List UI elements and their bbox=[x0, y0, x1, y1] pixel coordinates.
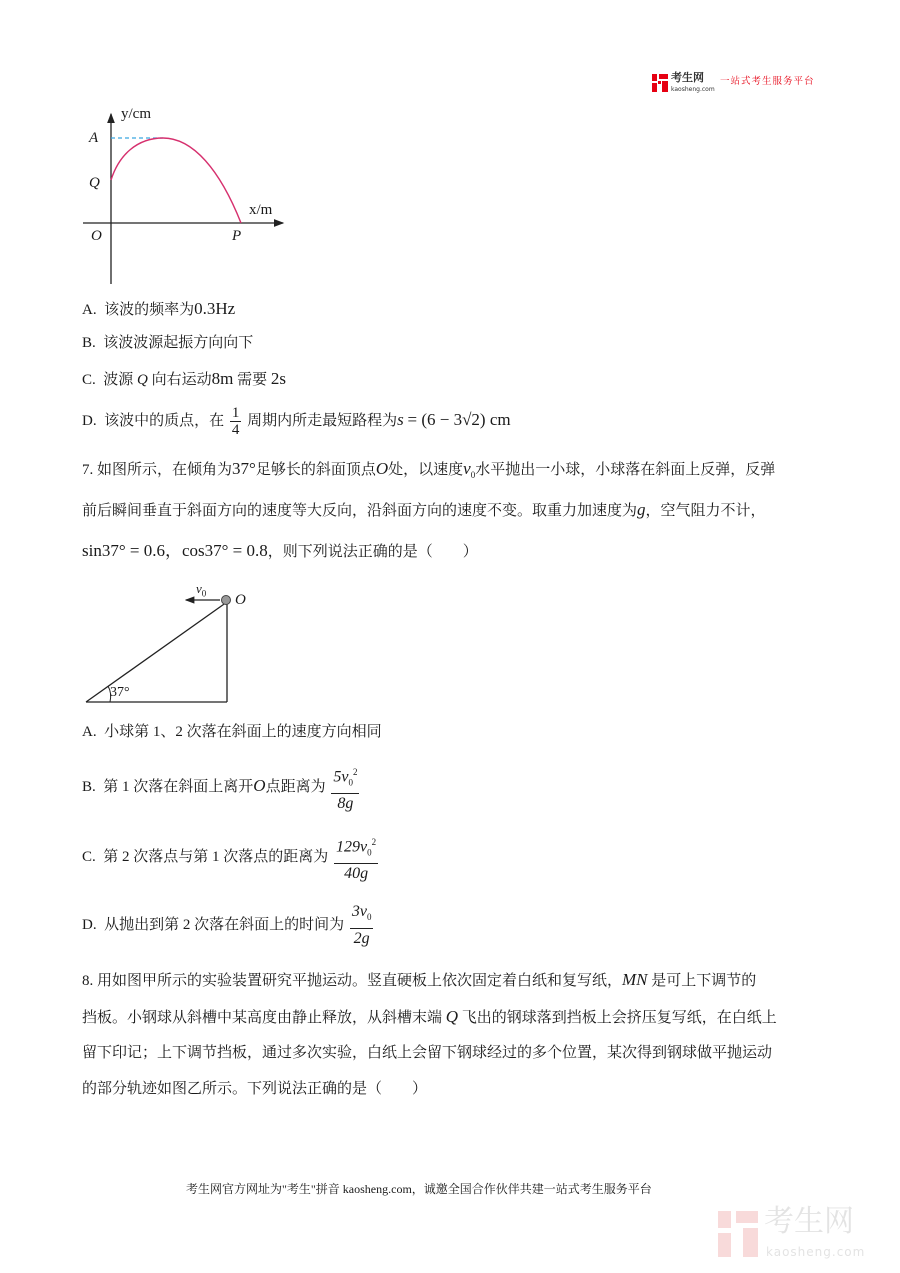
o-label: O bbox=[235, 592, 246, 608]
q7-option-a: A. 小球第 1、2 次落在斜面上的速度方向相同 bbox=[82, 724, 382, 740]
angle-label: 37° bbox=[110, 685, 130, 700]
incline-figure bbox=[80, 580, 260, 710]
q6-option-a: A. 该波的频率为0.3Hz bbox=[82, 299, 236, 318]
q8-stem-line2: 挡板。小钢球从斜槽中某高度由静止释放，从斜槽末端 Q 飞出的钢球落到挡板上会挤压复写纸，在白纸上 bbox=[82, 1007, 777, 1026]
logo-brand: 考生网 bbox=[671, 71, 704, 84]
q7-stem-line2: 前后瞬间垂直于斜面方向的速度等大反向，沿斜面方向的速度不变。取重力加速度为g，空气阻力不计， bbox=[82, 500, 766, 519]
q8-stem-line1: 8. 用如图甲所示的实验装置研究平抛运动。竖直硬板上依次固定着白纸和复写纸，MN 是可上下调节的 bbox=[82, 970, 757, 989]
x-axis-label: x/m bbox=[249, 202, 273, 218]
wave-figure bbox=[75, 100, 295, 290]
wave-graph bbox=[75, 100, 295, 290]
header-logo bbox=[652, 72, 832, 98]
q7-option-b: B. 第 1 次落在斜面上离开O点距离为 $\frac{5v_0^2}{8g}$ bbox=[82, 762, 361, 814]
fraction-c: $\frac{129v_0^2}{40g}$ bbox=[334, 832, 378, 884]
ball-icon bbox=[222, 596, 231, 605]
q7-stem-line3: sin37° = 0.6，cos37° = 0.8，则下列说法正确的是（ ） bbox=[82, 541, 478, 560]
q8-stem-line4: 的部分轨迹如图乙所示。下列说法正确的是（ ） bbox=[82, 1081, 428, 1097]
logo-slogan: 一站式考生服务平台 bbox=[720, 76, 815, 87]
q7-option-c: C. 第 2 次落点与第 1 次落点的距离为 $\frac{129v_0^2}{40g}$ bbox=[82, 832, 380, 884]
q6-option-c: C. 波源 Q 向右运动8m 需要 2s bbox=[82, 369, 287, 388]
fraction-quarter: $\frac{1}{4}$ bbox=[231, 405, 240, 439]
label-p: P bbox=[232, 228, 242, 244]
v0-label: $v_0$ bbox=[196, 581, 207, 599]
q6-option-d: D. 该波中的质点，在 $\frac{1}{4}$ 周期内所走最短路程为s = (6 − 3√2) cm bbox=[82, 405, 511, 439]
footer-text: 考生网官方网址为"考生"拼音 kaosheng.com，诚邀全国合作伙伴共建一站式考生服务平台 bbox=[186, 1182, 652, 1196]
watermark-logo-icon bbox=[718, 1211, 758, 1257]
logo-mark-icon bbox=[652, 74, 668, 92]
watermark-brand: 考生网 bbox=[764, 1204, 854, 1239]
label-q: Q bbox=[89, 175, 100, 191]
wave-curve bbox=[111, 138, 241, 223]
logo-domain: kaosheng.com bbox=[671, 86, 715, 93]
q6-option-b: B. 该波波源起振方向向下 bbox=[82, 335, 254, 351]
label-a: A bbox=[89, 130, 99, 146]
y-axis-label: y/cm bbox=[121, 106, 151, 122]
watermark-domain: kaosheng.com bbox=[766, 1245, 866, 1259]
incline-diagram bbox=[80, 580, 260, 710]
fraction-d: $\frac{3v_0}{2g}$ bbox=[351, 903, 372, 947]
watermark bbox=[716, 1205, 896, 1269]
incline-slope bbox=[86, 602, 227, 702]
q7-stem-line1: 7. 如图所示，在倾角为37°足够长的斜面顶点O处，以速度$v_0$水平抛出一小球，小球落在斜面上反弹，反弹 bbox=[82, 459, 776, 480]
fraction-b: $\frac{5v_0^2}{8g}$ bbox=[331, 762, 359, 814]
label-o: O bbox=[91, 228, 102, 244]
q8-stem-line3: 留下印记；上下调节挡板，通过多次实验，白纸上会留下钢球经过的多个位置，某次得到钢球做平抛运动 bbox=[82, 1045, 773, 1061]
q7-option-d: D. 从抛出到第 2 次落在斜面上的时间为 $\frac{3v_0}{2g}$ bbox=[82, 903, 372, 947]
